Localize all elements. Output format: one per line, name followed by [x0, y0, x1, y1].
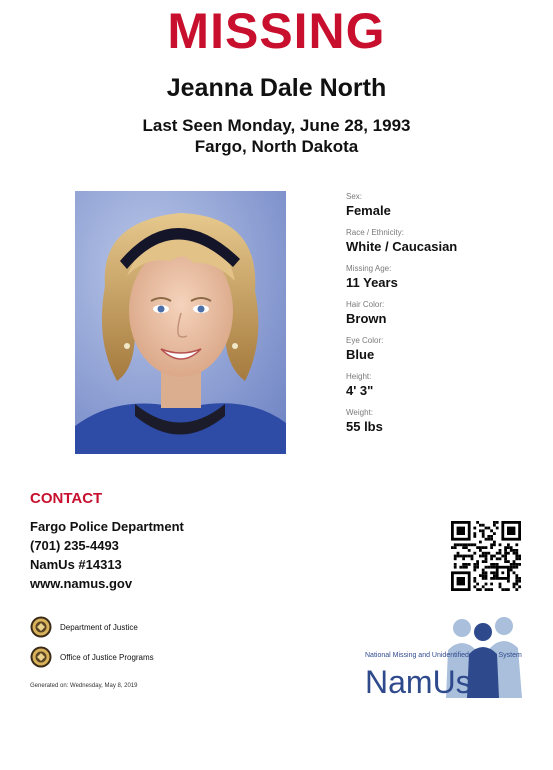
qr-module [515, 574, 518, 577]
qr-module [459, 543, 462, 546]
qr-module [504, 552, 507, 555]
qr-module [507, 527, 515, 535]
qr-module [462, 566, 465, 569]
qr-module [459, 555, 462, 558]
fact-sex [346, 192, 536, 228]
qr-module [493, 541, 496, 544]
qr-module [482, 535, 485, 538]
qr-module [459, 566, 462, 569]
namus-caption: National Missing and Unidentified Persons System [365, 652, 522, 659]
qr-module [507, 546, 510, 549]
qr-module [485, 546, 488, 549]
qr-module [457, 555, 460, 558]
qr-module [515, 580, 518, 583]
qr-module [510, 546, 513, 549]
generated-date: Generated on: Wednesday, May 8, 2019 [30, 683, 138, 689]
qr-module [496, 552, 499, 555]
qr-module [499, 585, 502, 588]
fact-race [346, 228, 536, 264]
qr-module [501, 555, 504, 558]
qr-module [462, 563, 465, 566]
qr-module [490, 577, 493, 580]
qr-module [482, 574, 485, 577]
fact-label: Weight: [346, 408, 373, 417]
qr-module [479, 524, 482, 527]
qr-module [476, 546, 479, 549]
fact-weight [346, 408, 536, 444]
fact-eye-color [346, 336, 536, 372]
fact-value: 55 lbs [346, 419, 383, 434]
qr-module [493, 571, 496, 574]
qr-module [518, 577, 521, 580]
qr-module [499, 543, 502, 546]
qr-module [476, 521, 479, 524]
qr-module [487, 538, 490, 541]
namus-wordmark: NamUs [365, 664, 472, 700]
fact-label: Missing Age: [346, 264, 392, 273]
namus-website-link[interactable]: www.namus.gov [30, 576, 133, 591]
qr-module [499, 549, 502, 552]
qr-module [510, 566, 513, 569]
qr-module [487, 535, 490, 538]
qr-module [482, 546, 485, 549]
qr-module [513, 552, 516, 555]
qr-module [485, 577, 488, 580]
fact-label: Hair Color: [346, 300, 385, 309]
qr-module [490, 555, 493, 558]
qr-module [465, 566, 468, 569]
fact-height [346, 372, 536, 408]
qr-module [515, 552, 518, 555]
qr-module [496, 521, 499, 524]
qr-module [490, 529, 493, 532]
qr-module [499, 583, 502, 586]
qr-module [473, 569, 476, 572]
fact-label: Race / Ethnicity: [346, 228, 404, 237]
qr-module [476, 560, 479, 563]
qr-code[interactable] [451, 521, 521, 591]
qr-module [493, 574, 496, 577]
portrait-image [75, 191, 286, 454]
qr-module [482, 560, 485, 563]
qr-module [493, 566, 496, 569]
qr-module [485, 552, 488, 555]
fact-label: Height: [346, 372, 372, 381]
qr-module [513, 583, 516, 586]
qr-module [454, 563, 457, 566]
qr-module [513, 585, 516, 588]
qr-module [465, 555, 468, 558]
qr-module [515, 557, 518, 560]
qr-module [485, 538, 488, 541]
qr-module [515, 577, 518, 580]
qr-module [482, 571, 485, 574]
qr-module [479, 529, 482, 532]
qr-module [471, 555, 474, 558]
qr-module [496, 563, 499, 566]
qr-module [454, 555, 457, 558]
qr-module [513, 560, 516, 563]
qr-module [496, 557, 499, 560]
qr-module [482, 585, 485, 588]
qr-module [479, 549, 482, 552]
agency-label: Office of Justice Programs [60, 652, 154, 662]
fact-value: 11 Years [346, 275, 398, 290]
qr-module [462, 555, 465, 558]
qr-module [465, 563, 468, 566]
qr-module [499, 557, 502, 560]
qr-module [473, 566, 476, 569]
qr-module [468, 555, 471, 558]
qr-module [479, 546, 482, 549]
fact-value: Brown [346, 311, 387, 326]
qr-module [462, 546, 465, 549]
qr-module [465, 543, 468, 546]
qr-module [482, 552, 485, 555]
qr-module [473, 543, 476, 546]
contact-heading: CONTACT [30, 490, 103, 507]
qr-module [468, 563, 471, 566]
fact-missing-age [346, 264, 536, 300]
qr-module [518, 563, 521, 566]
qr-module [473, 585, 476, 588]
qr-module [482, 524, 485, 527]
qr-module [473, 580, 476, 583]
qr-module [490, 566, 493, 569]
last-seen-date: Last Seen Monday, June 28, 1993 [142, 116, 411, 135]
qr-module [510, 569, 513, 572]
qr-module [457, 577, 465, 585]
qr-module [476, 588, 479, 591]
qr-module [513, 566, 516, 569]
qr-module [515, 566, 518, 569]
qr-module [493, 532, 496, 535]
qr-module [454, 557, 457, 560]
qr-module [485, 574, 488, 577]
qr-module [504, 557, 507, 560]
agency-ojp [30, 645, 154, 669]
agency-label: Department of Justice [60, 622, 138, 632]
qr-module [479, 541, 482, 544]
qr-module [490, 571, 493, 574]
qr-module [490, 563, 493, 566]
qr-module [454, 566, 457, 569]
last-seen-location: Fargo, North Dakota [194, 137, 359, 156]
qr-module [473, 527, 476, 530]
qr-module [482, 577, 485, 580]
contact-phone[interactable]: (701) 235-4493 [30, 538, 119, 553]
qr-module [513, 571, 516, 574]
qr-module [507, 543, 510, 546]
fact-hair-color [346, 300, 536, 336]
fact-label: Eye Color: [346, 336, 384, 345]
qr-module [518, 585, 521, 588]
qr-module [473, 532, 476, 535]
qr-module [493, 524, 496, 527]
qr-module [457, 552, 460, 555]
qr-module [518, 555, 521, 558]
fact-value: White / Caucasian [346, 239, 458, 254]
qr-module [473, 563, 476, 566]
qr-module [454, 546, 457, 549]
qr-module [485, 560, 488, 563]
qr-module [490, 543, 493, 546]
qr-module [513, 549, 516, 552]
qr-module [490, 535, 493, 538]
qr-module [490, 538, 493, 541]
qr-module [518, 580, 521, 583]
qr-module [471, 557, 474, 560]
qr-module [493, 521, 496, 524]
qr-module [490, 588, 493, 591]
qr-module [515, 555, 518, 558]
qr-module [496, 527, 499, 530]
qr-module [487, 588, 490, 591]
qr-module [482, 569, 485, 572]
qr-module [457, 543, 460, 546]
qr-module [479, 574, 482, 577]
qr-module [485, 566, 488, 569]
qr-module [454, 543, 457, 546]
qr-module [499, 552, 502, 555]
qr-module [485, 557, 488, 560]
qr-module [471, 543, 474, 546]
contact-agency: Fargo Police Department [30, 519, 184, 534]
qr-module [515, 543, 518, 546]
qr-module [473, 535, 476, 538]
qr-module [515, 563, 518, 566]
qr-module [513, 563, 516, 566]
qr-module [515, 549, 518, 552]
qr-module [482, 532, 485, 535]
qr-module [493, 577, 496, 580]
qr-module [504, 555, 507, 558]
fact-value: Blue [346, 347, 375, 362]
qr-module [485, 527, 488, 530]
missing-headline: MISSING [167, 3, 386, 59]
qr-module [485, 571, 488, 574]
qr-module [507, 588, 510, 591]
qr-module [485, 588, 488, 591]
ojp-seal-icon [30, 646, 52, 668]
fact-label: Sex: [346, 192, 363, 201]
qr-module [510, 563, 513, 566]
qr-module [465, 546, 468, 549]
qr-module [501, 571, 504, 574]
physical-description [346, 192, 536, 444]
qr-module [493, 543, 496, 546]
qr-module [468, 549, 471, 552]
qr-module [504, 549, 507, 552]
contact-block [30, 517, 184, 593]
namus-case-number: NamUs #14313 [30, 557, 122, 572]
fact-value: 4' 3" [346, 383, 374, 398]
qr-module [473, 577, 476, 580]
qr-code-image [451, 521, 521, 591]
qr-module [507, 560, 510, 563]
person-name: Jeanna Dale North [166, 74, 387, 102]
qr-module [451, 546, 454, 549]
doj-seal-icon [30, 616, 52, 638]
qr-module [476, 563, 479, 566]
qr-module [515, 588, 518, 591]
qr-module [490, 546, 493, 549]
qr-module [482, 555, 485, 558]
qr-module [479, 588, 482, 591]
qr-module [487, 552, 490, 555]
fact-value: Female [346, 203, 391, 218]
qr-module [504, 546, 507, 549]
qr-module [504, 560, 507, 563]
qr-module [507, 580, 510, 583]
qr-module [507, 552, 510, 555]
qr-module [485, 583, 488, 586]
qr-module [515, 583, 518, 586]
qr-module [487, 527, 490, 530]
qr-module [482, 529, 485, 532]
qr-module [504, 588, 507, 591]
qr-module [490, 557, 493, 560]
qr-module [462, 557, 465, 560]
qr-module [485, 555, 488, 558]
qr-module [493, 563, 496, 566]
portrait-photo [75, 191, 286, 454]
qr-module [479, 555, 482, 558]
qr-module [476, 583, 479, 586]
agency-doj [30, 615, 138, 639]
qr-module [518, 557, 521, 560]
qr-module [462, 543, 465, 546]
qr-module [487, 566, 490, 569]
qr-module [457, 527, 465, 535]
qr-module [473, 552, 476, 555]
qr-module [476, 566, 479, 569]
qr-module [510, 549, 513, 552]
qr-module [468, 543, 471, 546]
qr-module [501, 588, 504, 591]
qr-module [493, 555, 496, 558]
qr-module [490, 583, 493, 586]
